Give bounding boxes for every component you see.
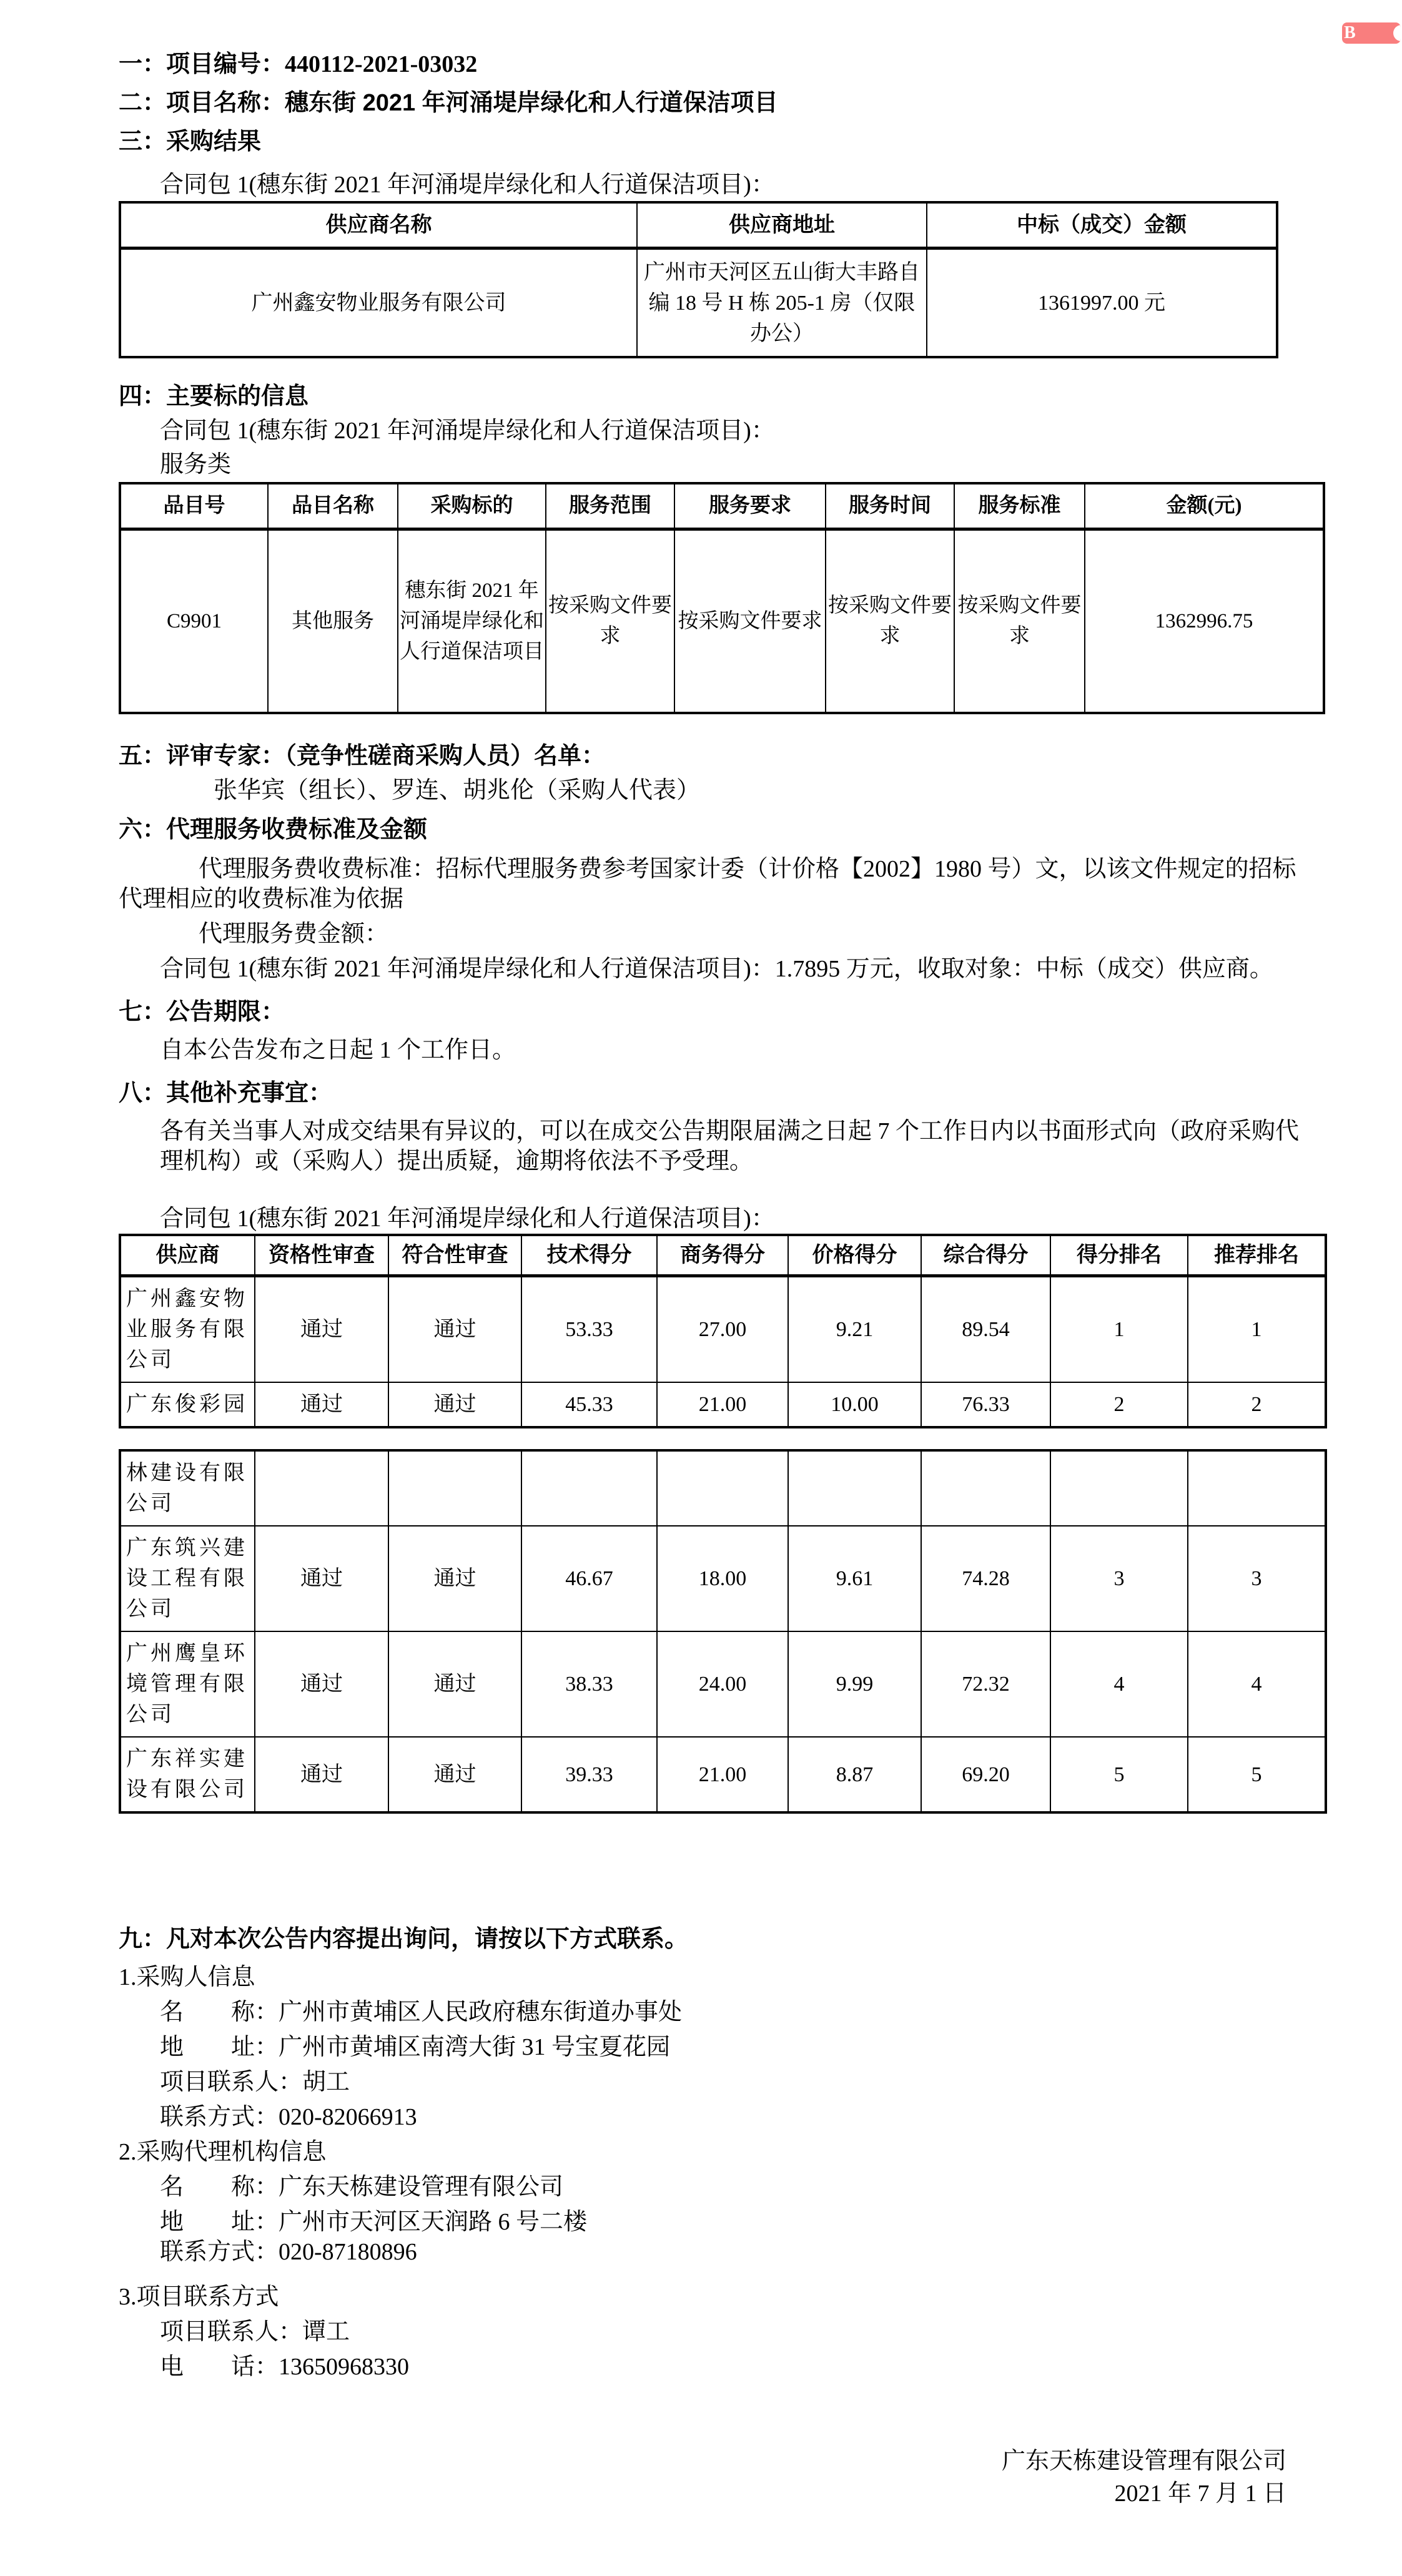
table-header-cell: 供应商名称 [120, 202, 637, 248]
buyer-contact-way: 联系方式：020-82066913 [160, 2104, 417, 2130]
project-number-value: 440112-2021-03032 [285, 51, 478, 77]
table-header-cell: 服务范围 [546, 483, 674, 529]
announcement-period-body: 自本公告发布之日起 1 个工作日。 [160, 1037, 516, 1063]
supplier-cell: 广州鹰皇环境管理有限公司 [120, 1631, 255, 1737]
score-table-part-a [119, 1234, 1327, 1428]
other-matters-heading: 八：其他补充事宜： [119, 1080, 333, 1106]
table-cell [388, 1450, 521, 1526]
table-cell: 通过 [388, 1382, 521, 1427]
table-header-row [120, 483, 1324, 529]
subject-info-heading: 四：主要标的信息 [119, 383, 309, 410]
project-number-label: 一：项目编号： [119, 51, 285, 77]
supplier-cell: 广州鑫安物业服务有限公司 [120, 1276, 255, 1383]
table-cell: 9.21 [788, 1276, 921, 1383]
contract-package-label: 合同包 1(穗东街 2021 年河涌堤岸绿化和人行道保洁项目)： [160, 172, 775, 198]
agency-contact-way: 联系方式：020-87180896 [160, 2239, 417, 2265]
table-cell: 69.20 [921, 1737, 1050, 1812]
table-row [120, 1276, 1326, 1383]
table-cell: 27.00 [657, 1276, 788, 1383]
agency-fee-heading: 六：代理服务收费标准及金额 [119, 817, 428, 843]
table-cell: 3 [1188, 1526, 1326, 1631]
table-cell: 按采购文件要求 [674, 529, 826, 714]
table-cell: 39.33 [521, 1737, 657, 1812]
table-cell: 通过 [255, 1276, 388, 1383]
table-cell: 24.00 [657, 1631, 788, 1737]
table-cell: 穗东街 2021 年河涌堤岸绿化和人行道保洁项目 [398, 529, 546, 714]
table-cell: 4 [1050, 1631, 1188, 1737]
table-row [120, 248, 1277, 358]
table-header-cell: 采购标的 [398, 483, 546, 529]
table-cell: 21.00 [657, 1737, 788, 1812]
table-cell: 3 [1050, 1526, 1188, 1631]
table-cell: 通过 [255, 1382, 388, 1427]
project-name-value: 穗东街 2021 年河涌堤岸绿化和人行道保洁项目 [285, 90, 778, 116]
table-cell: 21.00 [657, 1382, 788, 1427]
footer-company: 广东天栋建设管理有限公司 [1001, 2448, 1286, 2474]
table-header-row [120, 202, 1277, 248]
table-header-cell: 资格性审查 [255, 1235, 388, 1276]
table-cell: 通过 [255, 1526, 388, 1631]
supplier-cell: 广东俊彩园 [120, 1382, 255, 1427]
table-row [120, 1526, 1326, 1631]
table-cell: C9901 [120, 529, 268, 714]
buyer-contact-person: 项目联系人：胡工 [160, 2069, 350, 2095]
table-cell: 按采购文件要求 [546, 529, 674, 714]
table-cell [657, 1450, 788, 1526]
table-cell: 1362996.75 [1085, 529, 1324, 714]
agency-info-header: 2.采购代理机构信息 [119, 2139, 327, 2165]
table-header-cell: 品目号 [120, 483, 268, 529]
project-number-heading [119, 45, 1308, 84]
agency-fee-amount: 合同包 1(穗东街 2021 年河涌堤岸绿化和人行道保洁项目)：1.7895 万元，收取对象：中标（成交）供应商。 [160, 956, 1273, 982]
table-cell: 1 [1188, 1276, 1326, 1383]
table-cell: 通过 [388, 1631, 521, 1737]
table-header-cell: 服务时间 [826, 483, 954, 529]
agency-name: 名 称：广东天栋建设管理有限公司 [160, 2174, 564, 2200]
table-header-cell: 金额(元) [1085, 483, 1324, 529]
table-cell [921, 1450, 1050, 1526]
contact-section-heading: 九：凡对本次公告内容提出询问，请按以下方式联系。 [119, 1926, 689, 1952]
table-cell: 2 [1188, 1382, 1326, 1427]
table-header-cell: 价格得分 [788, 1235, 921, 1276]
project-contact-person: 项目联系人：谭工 [160, 2319, 350, 2345]
table-cell: 2 [1050, 1382, 1188, 1427]
table-cell: 9.61 [788, 1526, 921, 1631]
table-header-cell: 推荐排名 [1188, 1235, 1326, 1276]
table-cell: 按采购文件要求 [826, 529, 954, 714]
badge-glyph: B [1344, 23, 1356, 42]
supplier-name-cell: 广州鑫安物业服务有限公司 [120, 248, 637, 358]
announcement-period-heading: 七：公告期限： [119, 999, 285, 1025]
table-cell: 53.33 [521, 1276, 657, 1383]
table-cell: 1 [1050, 1276, 1188, 1383]
table-row [120, 1450, 1326, 1526]
table-cell: 8.87 [788, 1737, 921, 1812]
footer-date: 2021 年 7 月 1 日 [1114, 2480, 1286, 2507]
score-table-part-b [119, 1449, 1327, 1814]
table-header-cell: 符合性审查 [388, 1235, 521, 1276]
table-cell: 74.28 [921, 1526, 1050, 1631]
table-cell: 其他服务 [268, 529, 398, 714]
table-header-row [120, 1235, 1326, 1276]
project-name-heading [119, 84, 1308, 122]
table-cell [1050, 1450, 1188, 1526]
table-row [120, 1631, 1326, 1737]
contract-package-label: 合同包 1(穗东街 2021 年河涌堤岸绿化和人行道保洁项目)： [160, 418, 775, 444]
table-cell: 9.99 [788, 1631, 921, 1737]
table-cell: 72.32 [921, 1631, 1050, 1737]
table-cell: 通过 [388, 1276, 521, 1383]
table-cell [1188, 1450, 1326, 1526]
table-cell: 76.33 [921, 1382, 1050, 1427]
supplier-cell: 广东祥实建设有限公司 [120, 1737, 255, 1812]
experts-names: 张华宾（组长）、罗连、胡兆伦（采购人代表） [214, 777, 701, 804]
table-cell: 通过 [388, 1737, 521, 1812]
service-class-label: 服务类 [160, 451, 232, 478]
table-cell: 38.33 [521, 1631, 657, 1737]
table-cell: 5 [1188, 1737, 1326, 1812]
subject-table [119, 482, 1325, 714]
project-name-label: 二：项目名称： [119, 90, 285, 116]
other-matters-body: 各有关当事人对成交结果有异议的，可以在成交公告期限届满之日起 7 个工作日内以书面形式向（政府采购代理机构）或（采购人）提出质疑，逾期将依法不予受理。 [160, 1118, 1300, 1174]
table-cell: 通过 [255, 1737, 388, 1812]
table-cell: 通过 [255, 1631, 388, 1737]
table-row [120, 1737, 1326, 1812]
table-header-cell: 服务要求 [674, 483, 826, 529]
agency-fee-amount-label: 代理服务费金额： [199, 921, 389, 947]
table-cell: 46.67 [521, 1526, 657, 1631]
procurement-result-heading: 三：采购结果 [119, 129, 262, 155]
table-cell: 5 [1050, 1737, 1188, 1812]
table-header-cell: 技术得分 [521, 1235, 657, 1276]
project-contact-header: 3.项目联系方式 [119, 2284, 279, 2310]
table-cell: 89.54 [921, 1276, 1050, 1383]
floating-badge[interactable] [1342, 22, 1401, 44]
table-cell [255, 1450, 388, 1526]
supplier-cell: 广东筑兴建设工程有限公司 [120, 1526, 255, 1631]
agency-address: 地 址：广州市天河区天润路 6 号二楼 [160, 2209, 588, 2235]
supplier-address-cell: 广州市天河区五山街大丰路自编 18 号 H 栋 205-1 房（仅限办公） [637, 248, 927, 358]
table-header-cell: 服务标准 [954, 483, 1085, 529]
table-header-cell: 供应商地址 [637, 202, 927, 248]
buyer-info-header: 1.采购人信息 [119, 1964, 255, 1990]
supplier-cell: 林建设有限公司 [120, 1450, 255, 1526]
buyer-name: 名 称：广州市黄埔区人民政府穗东街道办事处 [160, 1999, 683, 2025]
award-amount-cell: 1361997.00 元 [927, 248, 1277, 358]
result-table [119, 201, 1278, 358]
table-header-cell: 得分排名 [1050, 1235, 1188, 1276]
experts-heading: 五：评审专家：（竞争性磋商采购人员）名单： [119, 743, 606, 769]
table-cell: 10.00 [788, 1382, 921, 1427]
table-cell: 45.33 [521, 1382, 657, 1427]
table-cell: 4 [1188, 1631, 1326, 1737]
agency-fee-standard: 代理服务费收费标准：招标代理服务费参考国家计委（计价格【2002】1980 号）文，以该文件规定的招标代理相应的收费标准为依据 [119, 856, 1296, 912]
table-cell: 通过 [388, 1526, 521, 1631]
table-cell: 18.00 [657, 1526, 788, 1631]
contract-package-label: 合同包 1(穗东街 2021 年河涌堤岸绿化和人行道保洁项目)： [160, 1206, 775, 1232]
project-phone: 电 话：13650968330 [160, 2354, 410, 2380]
document-footer [1002, 2445, 1286, 2510]
table-header-cell: 综合得分 [921, 1235, 1050, 1276]
table-header-cell: 商务得分 [657, 1235, 788, 1276]
table-cell [788, 1450, 921, 1526]
table-cell: 按采购文件要求 [954, 529, 1085, 714]
table-row [120, 529, 1324, 714]
table-header-cell: 供应商 [120, 1235, 255, 1276]
table-header-cell: 中标（成交）金额 [927, 202, 1277, 248]
table-row [120, 1382, 1326, 1427]
table-header-cell: 品目名称 [268, 483, 398, 529]
buyer-address: 地 址：广州市黄埔区南湾大街 31 号宝夏花园 [160, 2034, 671, 2060]
badge-notch-icon [1393, 25, 1401, 41]
table-cell [521, 1450, 657, 1526]
